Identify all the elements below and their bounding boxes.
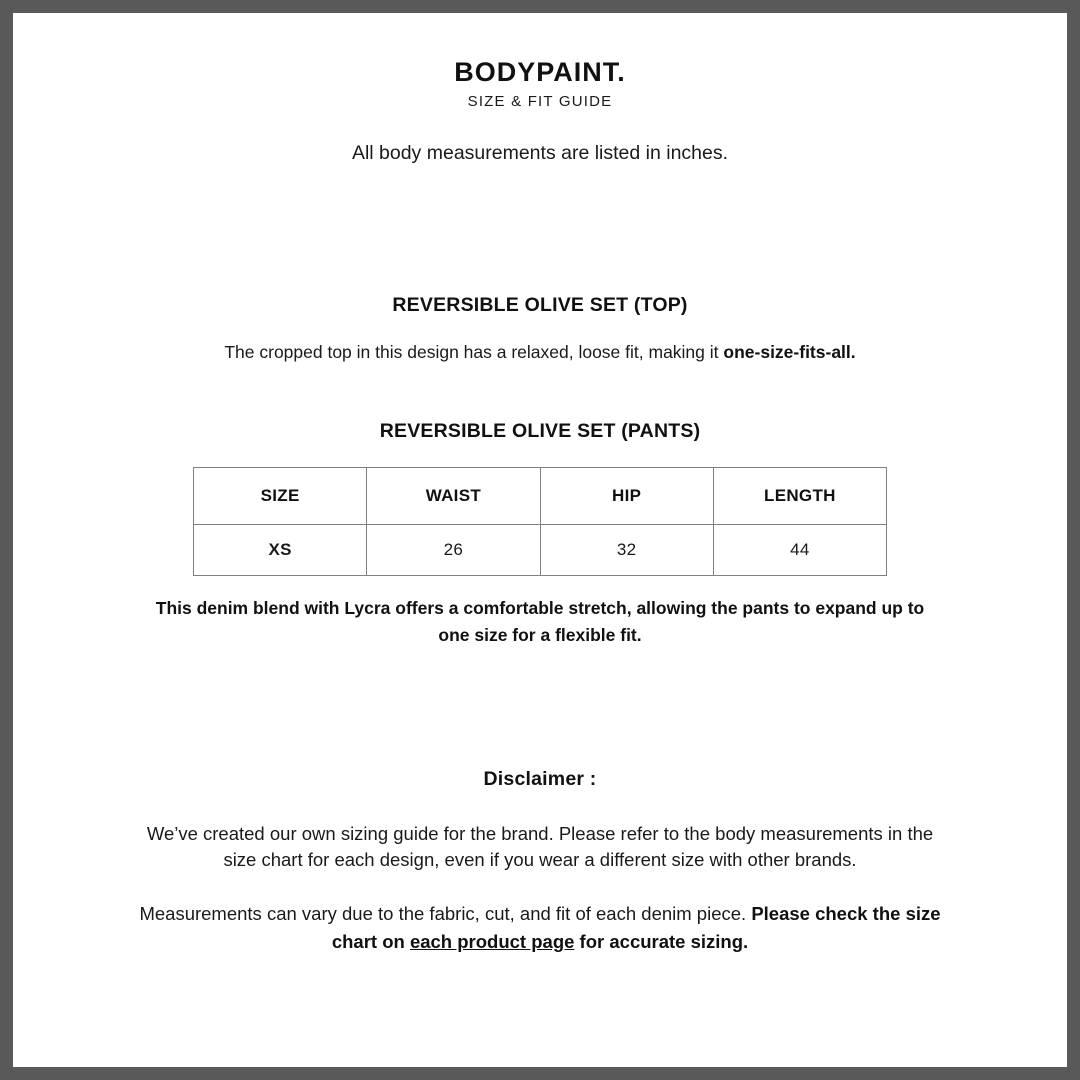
length-column-header: LENGTH [713, 468, 886, 525]
size-value-cell: XS [194, 525, 367, 576]
brand-title: BODYPAINT. [454, 57, 626, 87]
waist-value-cell: 26 [367, 525, 540, 576]
top-body-bold-text: one-size-fits-all. [723, 342, 856, 362]
hip-value-cell: 32 [540, 525, 713, 576]
disclaimer-paragraph: We’ve created our own sizing guide for the brand. Please refer to the body measurements in the size chart for each design, even if you wear a different size with other brands. [146, 823, 934, 870]
top-section-heading: REVERSIBLE OLIVE SET (TOP) [392, 294, 688, 316]
variance-bold-tail-text: for accurate sizing. [574, 931, 749, 952]
pants-section-heading: REVERSIBLE OLIVE SET (PANTS) [379, 420, 701, 442]
size-column-header: SIZE [194, 468, 367, 525]
variance-regular-text: Measurements can vary due to the fabric, cut, and fit of each denim piece. [139, 903, 752, 924]
size-table-header-row [194, 468, 887, 525]
waist-column-header: WAIST [367, 468, 540, 525]
length-value-cell: 44 [713, 525, 886, 576]
table-row [194, 525, 887, 576]
disclaimer-heading: Disclaimer : [483, 768, 597, 790]
product-page-underlined-text: each product page [409, 931, 575, 952]
variance-note [130, 900, 950, 956]
stretch-note: This denim blend with Lycra offers a comfortable stretch, allowing the pants to expand up to one size for a flexible fit. [155, 598, 925, 645]
units-note: All body measurements are listed in inches. [351, 142, 729, 164]
page-subtitle: SIZE & FIT GUIDE [467, 93, 613, 110]
size-table [193, 467, 887, 576]
variance-bold-text: Please check the size chart on [331, 903, 941, 952]
top-section-body [13, 340, 1067, 364]
top-body-regular-text: The cropped top in this design has a relaxed, loose fit, making it [224, 342, 724, 362]
hip-column-header: HIP [540, 468, 713, 525]
